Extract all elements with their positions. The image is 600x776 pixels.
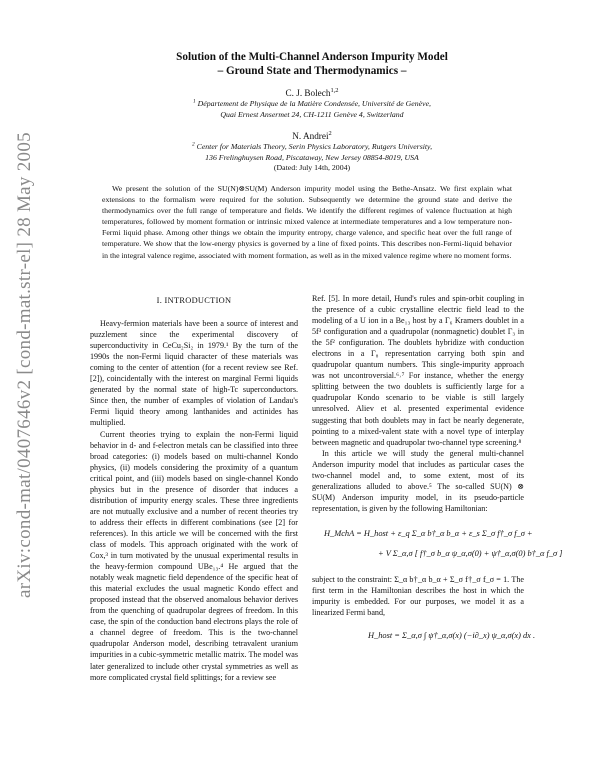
author-2-name: N. Andrei [292, 131, 329, 141]
host-equation [312, 622, 536, 652]
host-equation-line: H_host = Σ_α,σ ∫ ψ†_α,σ(x) (−i∂_x) ψ_α,σ(x) dx . [368, 631, 536, 641]
right-paragraph-1: Ref. [5]. In more detail, Hund's rules and spin-orbit coupling in the presence of a cubic crystalline electric field lead to the modeling of a U ion in a Be₁₃ host by a Γ₆ Kramers doublet in a 5f³ configuration and a quadrupolar (nonmagnetic) doublet Γ₃ in the 5f² configuration. The doublets hybridize with conduction electrons in a Γ₈ representation carrying both spin and quadrupolar quantum numbers. This single-impurity approach was not uncontroversial.⁶˒⁷ For instance, whether the energy splitting between the two doublets is sufficiently large for a quadrupolar Kondo scenario to be viable is still largely unresolved. Aliev et al. presented experimental evidence suggesting that both doublets may in fact be nearly degenerate, pointing to a mixed-valent state with a novel type of interplay between magnetic and quadrupolar two-channel type screening.⁸ [312, 294, 524, 447]
author-1-name: C. J. Bolech [285, 88, 331, 98]
affiliation-2-line-1: $^2$ Center for Materials Theory, Serin Physics Laboratory, Rutgers University, [191, 141, 433, 151]
title-line-2: – Ground State and Thermodynamics – [217, 65, 407, 77]
affiliation-1-line-1: $^1$ Département de Physique de la Matière Condensée, Université de Genève, [192, 98, 431, 108]
affil2-l1: Center for Materials Theory, Serin Physics Laboratory, Rutgers University, [196, 142, 433, 151]
equation-line-1: H_MchA = H_host + ε_q Σ_α b†_α b_α + ε_s Σ_σ f†_σ f_σ + [324, 528, 533, 538]
affiliation-1-line-2: Quai Ernest Ansermet 24, CH-1211 Genève 4, Switzerland [220, 109, 404, 119]
arxiv-sidebar [8, 130, 42, 600]
paper-title [90, 50, 534, 78]
affil1-l1: Département de Physique de la Matière Condensée, Université de Genève, [197, 99, 431, 108]
hamiltonian-equation [312, 520, 563, 568]
affiliation-1 [90, 99, 534, 120]
left-paragraph-1: Heavy-fermion materials have been a source of interest and puzzlement since the experimental discovery of superconductivity in CeCu₂Si₂ in 1979.¹ By the turn of the 1990s the non-Fermi liquid character of these materials was coming to the center of attention (for a recent review see Ref. [2]), coincidentally with the interest on marginal Fermi liquids generated by the normal state of high-Tc superconductors. Since then, the number of examples of violation of Landau's Fermi liquid theory among lanthanides and actinides has multiplied. [90, 319, 298, 428]
section-heading: I. INTRODUCTION [156, 296, 232, 305]
arxiv-identifier: arXiv:cond-mat/0407646v2 [cond-mat.str-el] 28 May 2005 [14, 132, 36, 598]
author-2 [90, 130, 534, 142]
abstract: We present the solution of the SU(N)⊗SU(M) Anderson impurity model using the Bethe-Ansatz. We first explain what extensions to the formalism were required for the solution. Subsequently we determine the ground state and derive the thermodynamics over the full range of temperature and fields. We identify the different regimes of valence fluctuation at high temperatures, followed by moment formation or intrinsic mixed valence at intermediate temperatures and a low temperature non-Fermi liquid phase. Among other things we obtain the impurity entropy, charge valence, and specific heat over the full range of temperature. We show that the low-energy physics is governed by a line of fixed points. This describes non-Fermi-liquid behavior in the integral valence regime, associated with moment formation, as well as in the mixed valence regime where no moment forms. [102, 184, 512, 260]
left-column [90, 293, 298, 683]
equation-line-2: + V Σ_α,σ [ f†_σ b_α ψ_α,σ(0) + ψ†_α,σ(0) b†_α f_σ ] [378, 548, 563, 558]
right-paragraph-2: In this article we will study the general multi-channel Anderson impurity model that includes as particular cases the two-channel model and, to some extent, most of its generalizations alluded to above.⁵ The so-called SU(N) ⊗ SU(M) Anderson impurity model, in its pseudo-particle representation, is given by the following Hamiltonian: [312, 448, 524, 513]
affiliation-2 [90, 142, 534, 174]
author-1-sup: 1,2 [330, 86, 339, 94]
title-line-1: Solution of the Multi-Channel Anderson Impurity Model [176, 51, 448, 63]
right-column [312, 293, 563, 652]
left-paragraph-2: Current theories trying to explain the non-Fermi liquid behavior in d- and f-electron metals can be classified into three broad categories: (i) models based on multi-channel Kondo physics, (ii) models considering the proximity of a quantum critical point, and (iii) models based on single-channel Kondo physics but in the presence of disorder that induces a distribution of impurity energy scales. These three ingredients are not mutually exclusive and a number of recent theories try to address their effects in different combinations (see [2] for references). In this article we will be concerned with the first class of models. This approach originated with the work of Cox,³ in turn motivated by the unusual experimental results in the heavy-fermion compound UBe₁₃.⁴ He argued that the notably weak magnetic field dependence of the specific heat of this material excludes the usual magnetic Kondo effect and proposed instead that the observed anomalous behavior derives from the quenching of quadrupolar degrees of freedom. In this case, the spin of the conduction band electrons plays the role of a channel degree of freedom. This is the two-channel quadrupolar Anderson model, describing tetravalent uranium impurities in a cubic-symmetric metallic matrix. The model was later generalized to include other crystal symmetries as well as more complicated crystal field splittings; for a review see [90, 429, 298, 682]
dated-line: (Dated: July 14th, 2004) [273, 163, 351, 172]
author-2-sup: 2 [328, 129, 332, 137]
author-1 [90, 87, 534, 99]
affiliation-2-line-2: 136 Frelinghuysen Road, Piscataway, New Jersey 08854-8019, USA [205, 152, 419, 162]
right-paragraph-3: subject to the constraint: Σ_α b†_α b_α + Σ_σ f†_σ f_σ = 1. The first term in the Hamiltonian describes the host in which the impurity is embedded. For our purposes, we model it as a linearized Fermi band, [312, 574, 524, 618]
